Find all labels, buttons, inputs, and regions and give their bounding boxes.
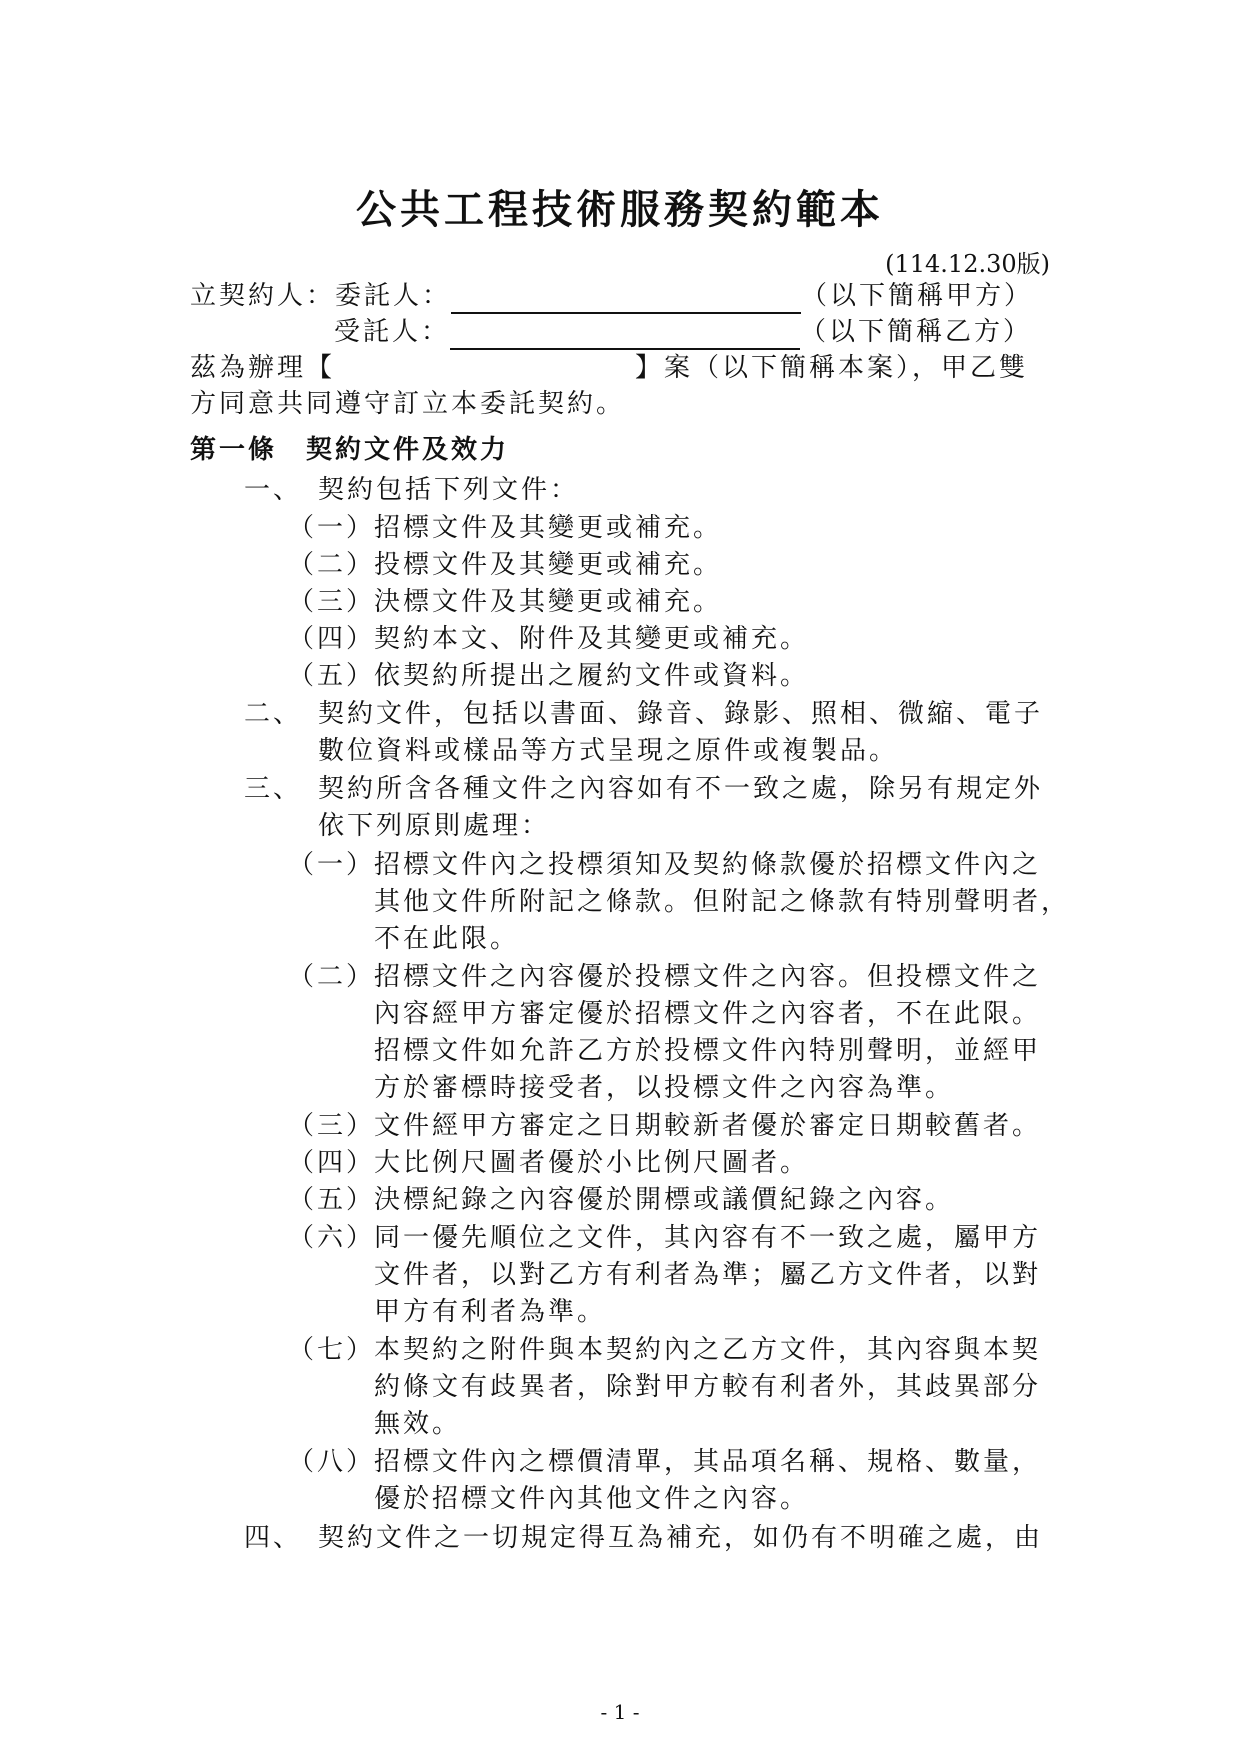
intro-prefix: 茲為辦理【 bbox=[190, 353, 336, 383]
item-3a-number: （一） bbox=[288, 850, 376, 880]
item-3f-number: （六） bbox=[288, 1223, 376, 1253]
item-3f-line-1: 同一優先順位之文件，其內容有不一致之處，屬甲方 bbox=[374, 1223, 1042, 1253]
item-3b-line-4: 方於審標時接受者，以投標文件之內容為準。 bbox=[374, 1073, 955, 1103]
item-1d-text: 契約本文、附件及其變更或補充。 bbox=[374, 624, 810, 654]
page-number: - 1 - bbox=[600, 1700, 640, 1724]
item-3c-number: （三） bbox=[288, 1111, 376, 1141]
item-2-line-1: 契約文件，包括以書面、錄音、錄影、照相、微縮、電子 bbox=[318, 699, 1044, 729]
client-suffix: （以下簡稱甲方） bbox=[801, 281, 1034, 311]
party-label: 立契約人： bbox=[190, 281, 336, 311]
item-1a-text: 招標文件及其變更或補充。 bbox=[374, 513, 723, 543]
contractor-suffix: （以下簡稱乙方） bbox=[800, 317, 1033, 347]
item-4-number: 四、 bbox=[244, 1523, 303, 1553]
item-1c-number: （三） bbox=[288, 587, 376, 617]
item-1e-text: 依契約所提出之履約文件或資料。 bbox=[374, 661, 810, 691]
item-3b-line-2: 內容經甲方審定優於招標文件之內容者，不在此限。 bbox=[374, 999, 1042, 1029]
intro-suffix: 】案（以下簡稱本案），甲乙雙 bbox=[635, 353, 1029, 383]
contractor-name-blank[interactable] bbox=[450, 324, 800, 350]
item-3h-line-1: 招標文件內之標價清單，其品項名稱、規格、數量， bbox=[374, 1447, 1042, 1477]
item-4-line-1: 契約文件之一切規定得互為補充，如仍有不明確之處，由 bbox=[318, 1523, 1044, 1553]
item-1b-number: （二） bbox=[288, 550, 376, 580]
item-3f-line-2: 文件者，以對乙方有利者為準；屬乙方文件者，以對 bbox=[374, 1260, 1042, 1290]
item-3a-line-3: 不在此限。 bbox=[374, 924, 520, 954]
item-3g-line-3: 無效。 bbox=[374, 1409, 462, 1439]
item-2-number: 二、 bbox=[244, 699, 303, 729]
item-3g-line-1: 本契約之附件與本契約內之乙方文件，其內容與本契 bbox=[374, 1335, 1042, 1365]
item-3e-text: 決標紀錄之內容優於開標或議價紀錄之內容。 bbox=[374, 1185, 955, 1215]
intro-line-2: 方同意共同遵守訂立本委託契約。 bbox=[190, 389, 626, 419]
item-1b-text: 投標文件及其變更或補充。 bbox=[374, 550, 723, 580]
client-label: 委託人： bbox=[335, 281, 452, 311]
article-1-title: 第一條 契約文件及效力 bbox=[190, 435, 510, 465]
item-3h-number: （八） bbox=[288, 1447, 376, 1477]
item-1-text: 契約包括下列文件： bbox=[318, 475, 580, 505]
item-1d-number: （四） bbox=[288, 624, 376, 654]
client-name-blank[interactable] bbox=[451, 288, 801, 314]
item-3g-line-2: 約條文有歧異者，除對甲方較有利者外，其歧異部分 bbox=[374, 1372, 1042, 1402]
item-3g-number: （七） bbox=[288, 1335, 376, 1365]
item-3d-text: 大比例尺圖者優於小比例尺圖者。 bbox=[374, 1148, 810, 1178]
contractor-label: 受託人： bbox=[334, 317, 451, 347]
item-3a-line-2: 其他文件所附記之條款。但附記之條款有特別聲明者， bbox=[374, 887, 1071, 917]
document-title: 公共工程技術服務契約範本 bbox=[356, 187, 884, 233]
item-3e-number: （五） bbox=[288, 1185, 376, 1215]
party-line-contractor bbox=[334, 314, 1032, 350]
item-1-number: 一、 bbox=[244, 475, 303, 505]
item-3f-line-3: 甲方有利者為準。 bbox=[374, 1297, 607, 1327]
item-3-line-2: 依下列原則處理： bbox=[318, 811, 551, 841]
intro-line-1 bbox=[190, 350, 1028, 386]
item-1e-number: （五） bbox=[288, 661, 376, 691]
item-3a-line-1: 招標文件內之投標須知及契約條款優於招標文件內之 bbox=[374, 850, 1042, 880]
item-3h-line-2: 優於招標文件內其他文件之內容。 bbox=[374, 1484, 810, 1514]
version-label: (114.12.30版) bbox=[885, 250, 1050, 278]
item-3-line-1: 契約所含各種文件之內容如有不一致之處，除另有規定外 bbox=[318, 774, 1044, 804]
item-3d-number: （四） bbox=[288, 1148, 376, 1178]
item-3-number: 三、 bbox=[244, 774, 303, 804]
item-1c-text: 決標文件及其變更或補充。 bbox=[374, 587, 723, 617]
item-3c-text: 文件經甲方審定之日期較新者優於審定日期較舊者。 bbox=[374, 1111, 1042, 1141]
item-3b-line-3: 招標文件如允許乙方於投標文件內特別聲明，並經甲 bbox=[374, 1036, 1042, 1066]
party-line-client bbox=[190, 278, 1033, 314]
item-3b-number: （二） bbox=[288, 962, 376, 992]
item-1a-number: （一） bbox=[288, 513, 376, 543]
item-2-line-2: 數位資料或樣品等方式呈現之原件或複製品。 bbox=[318, 736, 899, 766]
item-3b-line-1: 招標文件之內容優於投標文件之內容。但投標文件之 bbox=[374, 962, 1042, 992]
